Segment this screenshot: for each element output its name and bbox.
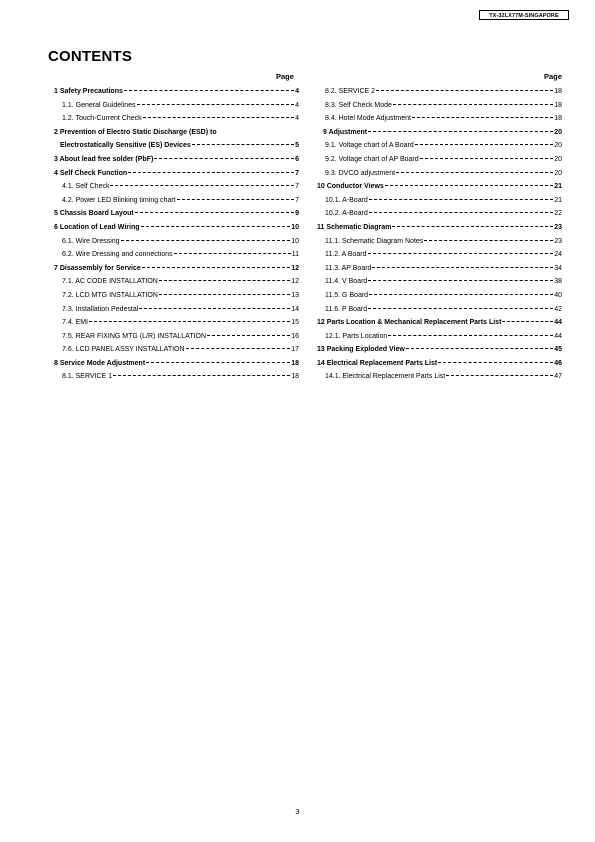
toc-entry-label: 3 About lead free solder (PbF) [54,155,154,163]
toc-entry-label: 14.1. Electrical Replacement Parts List [325,373,446,381]
toc-entry[interactable] [54,142,299,156]
dot-leader [368,253,554,254]
toc-entry[interactable] [54,292,299,306]
dot-leader [446,375,553,376]
toc-entry[interactable] [317,238,562,252]
toc-entry-page-number: 17 [291,346,299,354]
dot-leader [438,362,553,363]
toc-entry[interactable] [317,265,562,279]
toc-entry-label: 11.5. G Board [325,291,369,299]
dot-leader [141,226,291,227]
dot-leader [159,280,290,281]
dot-leader [412,117,553,118]
toc-entry-label: 10.2. A-Board [325,210,368,218]
toc-entry-label: 8.1. SERVICE 1 [62,373,113,381]
toc-entry-page-number: 47 [554,373,562,381]
toc-entry-label: 8.2. SERVICE 2 [325,88,376,95]
toc-entry[interactable] [317,306,562,320]
dot-leader [139,308,290,309]
page-column-header-right: Page [544,72,562,81]
toc-entry[interactable] [317,251,562,265]
toc-entry-page-number: 20 [554,169,562,177]
toc-entry[interactable] [54,129,299,143]
toc-entry[interactable] [317,333,562,347]
toc-entry-page-number: 21 [554,183,562,191]
toc-entry[interactable] [317,346,562,360]
toc-entry-page-number: 21 [554,196,562,204]
dot-leader [369,294,553,295]
dot-leader [110,185,294,186]
dot-leader [113,375,290,376]
dot-leader [121,240,291,241]
toc-entry[interactable] [54,102,299,116]
toc-entry-label: 10.1. A-Board [325,196,368,204]
toc-entry[interactable] [54,319,299,333]
toc-entry-page-number: 18 [554,101,562,109]
toc-entry-label: 11.6. P Board [325,305,368,313]
toc-entry-page-number: 5 [295,142,299,150]
toc-entry-label: 7 Disassembly for Service [54,264,141,272]
toc-entry[interactable] [317,360,562,374]
toc-entry[interactable] [317,210,562,224]
toc-entry[interactable] [317,197,562,211]
page-number: 3 [295,807,300,816]
toc-entry-page-number: 20 [554,128,562,136]
toc-entry-page-number: 24 [554,251,562,259]
toc-entry-label: 13 Packing Exploded View [317,346,405,354]
toc-entry-page-number: 10 [291,237,299,245]
toc-entry-label: 7.6. LCD PANEL ASSY INSTALLATION [62,346,185,354]
toc-entry[interactable] [54,170,299,184]
toc-entry-page-number: 20 [554,142,562,150]
toc-entry[interactable] [317,224,562,238]
dot-leader [368,280,553,281]
model-number-tag: TX-32LX77M-SINGAPORE [479,10,569,20]
dot-leader [177,199,294,200]
toc-entry-label: 9.1. Voltage chart of A Board [325,142,414,150]
toc-entry-page-number: 7 [295,169,299,177]
toc-entry-label: 8.3. Self Check Mode [325,101,392,109]
toc-entry-page-number: 42 [554,305,562,313]
toc-entry-page-number: 16 [291,332,299,340]
dot-leader [388,335,553,336]
toc-entry[interactable] [317,373,562,387]
toc-entry[interactable] [54,210,299,224]
toc-entry-label: 1.2. Touch-Current Check [62,115,142,123]
toc-entry[interactable] [54,115,299,129]
dot-leader [154,158,294,159]
toc-entry[interactable] [317,278,562,292]
toc-entry-label: 6.2. Wire Dressing and connections [62,251,173,259]
toc-entry-label: 7.3. Installation Pedestal [62,305,139,313]
toc-entry-page-number: 10 [291,223,299,231]
toc-entry-page-number: 20 [554,155,562,163]
toc-entry-label: 8.4. Hotel Mode Adjustment [325,115,411,123]
toc-entry[interactable] [54,238,299,252]
toc-entry-page-number: 12 [291,278,299,286]
toc-entry-label: 10 Conductor Views [317,183,384,191]
toc-entry[interactable] [317,319,562,333]
dot-leader [124,90,294,91]
toc-entry-page-number: 23 [554,223,562,231]
toc-right-column [317,88,562,387]
toc-entry-page-number: 45 [554,346,562,354]
dot-leader [392,226,553,227]
toc-entry[interactable] [317,170,562,184]
toc-entry-page-number: 34 [554,264,562,272]
dot-leader [174,253,291,254]
toc-entry-page-number: 12 [291,264,299,272]
dot-leader [396,172,553,173]
toc-entry[interactable] [54,346,299,360]
dot-leader [135,212,294,213]
toc-entry-page-number: 13 [291,291,299,299]
toc-entry-label: 8 Service Mode Adjustment [54,359,146,367]
toc-entry[interactable] [54,278,299,292]
toc-entry-label: 4.1. Self Check [62,183,110,191]
toc-entry-label: 12.1. Parts Location [325,332,388,340]
toc-entry-page-number: 40 [554,291,562,299]
toc-left-column [54,88,299,387]
toc-entry[interactable] [54,224,299,238]
toc-entry-label: Electrostatically Sensitive (ES) Devices [60,142,191,150]
dot-leader [368,131,553,132]
toc-entry-page-number: 7 [295,183,299,191]
dot-leader [415,144,553,145]
toc-entry-page-number: 4 [295,115,299,123]
toc-entry[interactable] [54,373,299,387]
toc-entry-label: 6 Location of Lead Wiring [54,223,140,231]
toc-entry[interactable] [54,251,299,265]
toc-entry-label: 11.2. A Board [325,251,367,259]
toc-entry[interactable] [54,156,299,170]
toc-entry-label: 11.4. V Board [325,278,368,286]
toc-entry-page-number: 14 [291,305,299,313]
dot-leader [372,267,553,268]
toc-entry-label: 6.1. Wire Dressing [62,237,120,245]
toc-entry[interactable] [54,88,299,102]
toc-entry-page-number: 7 [295,196,299,204]
dot-leader [186,348,291,349]
toc-entry-page-number: 18 [554,115,562,123]
toc-entry[interactable] [317,129,562,143]
dot-leader [137,104,295,105]
toc-entry[interactable] [54,265,299,279]
toc-entry[interactable] [317,156,562,170]
toc-entry-label: 11.3. AP Board [325,264,372,272]
toc-entry-label: 7.5. REAR FIXING MTG (L/R) INSTALLATION [62,332,207,340]
toc-entry-label: 14 Electrical Replacement Parts List [317,359,438,367]
toc-entry[interactable] [54,197,299,211]
dot-leader [385,185,553,186]
toc-entry-label: 7.2. LCD MTG INSTALLATION [62,291,158,299]
toc-entry-page-number: 44 [554,332,562,340]
dot-leader [192,144,294,145]
dot-leader [89,321,290,322]
dot-leader [393,104,553,105]
dot-leader [502,321,553,322]
dot-leader [369,212,553,213]
toc-entry-label: 9 Adjustment [323,128,368,136]
toc-entry[interactable] [54,360,299,374]
toc-entry-label: 4.2. Power LED Blinking timing chart [62,196,176,204]
toc-entry[interactable] [317,183,562,197]
toc-entry[interactable] [317,102,562,116]
page-title: CONTENTS [48,48,133,65]
toc-entry-label: 7.4. EMI [62,319,89,327]
dot-leader [128,172,294,173]
toc-entry-page-number: 18 [291,373,299,381]
dot-leader [159,294,290,295]
toc-entry-label: 7.1. AC CODE INSTALLATION [62,278,158,286]
toc-entry[interactable] [317,292,562,306]
dot-leader [369,199,553,200]
toc-entry-page-number: 15 [291,319,299,327]
toc-entry-page-number: 11 [291,251,299,259]
toc-entry-label: 1.1. General Guidelines [62,101,136,109]
dot-leader [142,267,290,268]
dot-leader [424,240,553,241]
dot-leader [207,335,290,336]
toc-entry-label: 2 Prevention of Electro Static Discharge (ESD) to [54,128,217,136]
page-column-header-left: Page [276,72,294,81]
toc-entry-label: 12 Parts Location & Mechanical Replacement Parts List [317,319,502,327]
toc-entry-page-number: 6 [295,155,299,163]
toc-entry[interactable] [317,142,562,156]
toc-entry-page-number: 9 [295,210,299,218]
dot-leader [143,117,294,118]
toc-entry-label: 5 Chassis Board Layout [54,210,134,218]
toc-entry[interactable] [54,333,299,347]
toc-entry-page-number: 4 [295,101,299,109]
toc-entry-label: 4 Self Check Function [54,169,128,177]
toc-entry-page-number: 23 [554,237,562,245]
toc-entry-page-number: 4 [295,88,299,95]
toc-entry-label: 9.3. DVCO adjustment [325,169,396,177]
toc-entry-page-number: 46 [554,359,562,367]
toc-entry[interactable] [317,115,562,129]
toc-entry[interactable] [54,306,299,320]
toc-entry-label: 9.2. Voltage chart of AP Board [325,155,419,163]
toc-entry-label: 11.1. Schematic Diagram Notes [325,237,424,245]
toc-entry-page-number: 22 [554,210,562,218]
dot-leader [376,90,553,91]
toc-entry-page-number: 18 [554,88,562,95]
toc-entry-label: 11 Schematic Diagram [317,223,392,231]
dot-leader [406,348,553,349]
toc-entry-page-number: 44 [554,319,562,327]
toc-entry[interactable] [317,88,562,102]
dot-leader [420,158,554,159]
toc-entry[interactable] [54,183,299,197]
toc-entry-page-number: 38 [554,278,562,286]
toc-entry-label: 1 Safety Precautions [54,88,123,95]
dot-leader [146,362,290,363]
dot-leader [368,308,553,309]
toc-entry-page-number: 18 [291,359,299,367]
